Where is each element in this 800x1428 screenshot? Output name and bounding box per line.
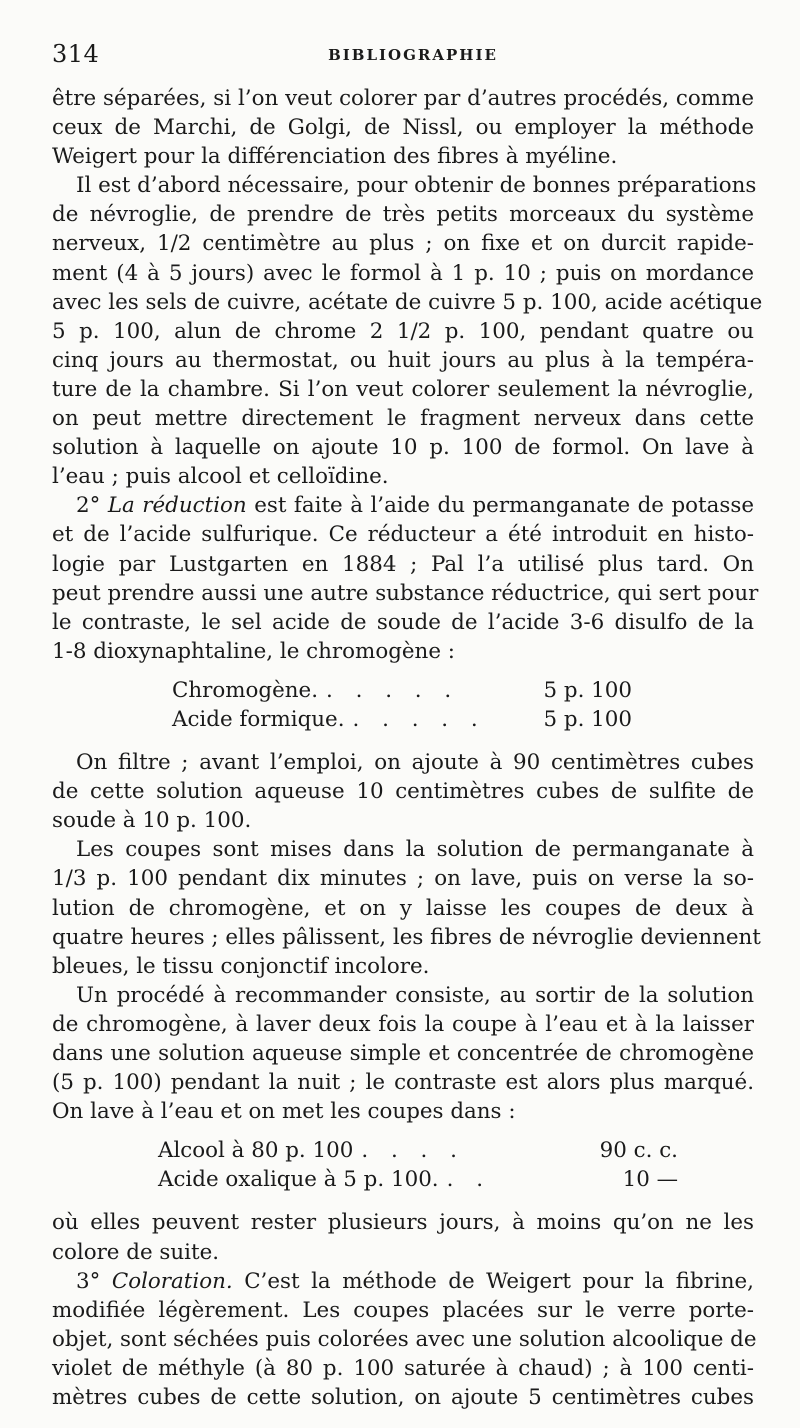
text-line: peut prendre aussi une autre substance réductrice, qui sert pour [52, 580, 759, 606]
text-line: où elles peuvent rester plusieurs jours, à moins qu’on ne les [52, 1210, 754, 1236]
section-title: La réduction [107, 493, 247, 519]
section-number: 3° [76, 1268, 101, 1294]
recipe-row [172, 676, 632, 705]
leader-dots: . . . . . [326, 677, 460, 703]
section-title: Coloration. [111, 1268, 233, 1294]
text-line: bleues, le tissu conjonctif incolore. [52, 953, 430, 979]
page-number: 314 [52, 40, 100, 68]
leader-dots: . . . . [361, 1138, 465, 1164]
paragraph-reduction [52, 491, 759, 666]
text-line: lution de chromogène, et on y laisse les coupes de deux à [52, 895, 754, 921]
ingredient-name: Acide oxalique à 5 p. 100. [158, 1167, 439, 1193]
text-line: mètres cubes de cette solution, on ajoute 5 centimètres cubes [52, 1385, 754, 1411]
text-line: (5 p. 100) pendant la nuit ; le contraste est alors plus marqué. [52, 1070, 754, 1096]
text-line: objet, sont séchées puis colorées avec une solution alcoolique de [52, 1326, 757, 1352]
ingredient-quantity: 90 c. c. [599, 1138, 678, 1164]
text-line: on peut mettre directement le fragment nerveux dans cette [52, 406, 754, 432]
text-line: être séparées, si l’on veut colorer par d’autres procédés, comme [52, 86, 754, 111]
ingredient-quantity: 5 p. 100 [543, 706, 632, 732]
text-line: colore de suite. [52, 1239, 220, 1265]
text-line: de cette solution aqueuse 10 centimètres cubes de sulfite de [52, 779, 754, 805]
text-line-rest: est faite à l’aide du permanganate de potasse [254, 493, 754, 519]
text-line: solution à laquelle on ajoute 10 p. 100 de formol. On lave à [52, 435, 754, 461]
text-line: On filtre ; avant l’emploi, on ajoute à 90 centimètres cubes [76, 750, 754, 776]
text-line: dans une solution aqueuse simple et concentrée de chromogène [52, 1041, 754, 1066]
ingredient-name: Alcool à 80 p. 100 [158, 1138, 354, 1164]
text-line: ture de la chambre. Si l’on veut colorer seulement la névroglie, [52, 376, 754, 402]
text-line: Weigert pour la différenciation des fibres à myéline. [52, 144, 618, 170]
leader-dots: . . . . . [352, 706, 486, 732]
text-line: soude à 10 p. 100. [52, 808, 252, 834]
text-line: logie par Lustgarten en 1884 ; Pal l’a utilisé plus tard. On [52, 551, 754, 577]
text-line: modifiée légèrement. Les coupes placées sur le verre porte- [52, 1297, 754, 1323]
text-line: nerveux, 1/2 centimètre au plus ; on fixe et on durcit rapide- [52, 231, 754, 257]
text-line: avec les sels de cuivre, acétate de cuivre 5 p. 100, acide acétique [52, 289, 763, 315]
text-line: et de l’acide sulfurique. Ce réducteur a été introduit en histo- [52, 522, 754, 548]
text-line: Il est d’abord nécessaire, pour obtenir de bonnes préparations [76, 173, 757, 199]
text-line: 5 p. 100, alun de chrome 2 1/2 p. 100, pendant quatre ou [52, 318, 754, 344]
paragraph-storage [52, 1208, 754, 1266]
text-line: le contraste, le sel acide de soude de l’acide 3-6 disulfo de la [52, 609, 754, 635]
text-line: de chromogène, à laver deux fois la coupe à l’eau et à la laisser [52, 1011, 754, 1037]
ingredient-name: Chromogène. [172, 677, 318, 703]
text-line: ment (4 à 5 jours) avec le formol à 1 p. 10 ; puis on mordance [52, 260, 754, 286]
text-line: 1/3 p. 100 pendant dix minutes ; on lave, puis on verse la so- [52, 866, 754, 892]
text-line [52, 1267, 754, 1296]
recipe-table [52, 676, 632, 734]
text-line: quatre heures ; elles pâlissent, les fibres de névroglie deviennent [52, 924, 761, 950]
section-number: 2° [76, 493, 101, 519]
recipe-row [172, 705, 632, 734]
text-line: de névroglie, de prendre de très petits morceaux du système [52, 202, 754, 228]
text-line: l’eau ; puis alcool et celloïdine. [52, 464, 389, 490]
text-line: ceux de Marchi, de Golgi, de Nissl, ou employer la méthode [52, 115, 754, 141]
text-line: Les coupes sont mises dans la solution de permanganate à [76, 837, 754, 863]
recipe-row [158, 1136, 678, 1165]
body-text [52, 84, 763, 1412]
paragraph-sections [52, 835, 761, 980]
text-line: violet de méthyle (à 80 p. 100 saturée à chaud) ; à 100 centi- [52, 1355, 754, 1381]
text-line: Un procédé à recommander consiste, au sortir de la solution [76, 982, 754, 1008]
text-line: On lave à l’eau et on met les coupes dans : [52, 1099, 516, 1125]
recipe-table [52, 1136, 678, 1194]
paragraph-fixation [52, 171, 763, 491]
ingredient-quantity: 10 — [622, 1167, 678, 1193]
recipe-row [158, 1165, 678, 1194]
text-line: 1-8 dioxynaphtaline, le chromogène : [52, 638, 455, 664]
text-line [52, 491, 754, 520]
leader-dots: . . [446, 1167, 492, 1193]
ingredient-name: Acide formique. [172, 706, 345, 732]
page-header [52, 38, 754, 74]
paragraph-procedure [52, 981, 754, 1126]
text-line-rest: C’est la méthode de Weigert pour la fibrine, [244, 1268, 754, 1294]
paragraph-intro [52, 84, 754, 171]
running-head: BIBLIOGRAPHIE [328, 46, 498, 64]
ingredient-quantity: 5 p. 100 [543, 677, 632, 703]
paragraph-filter [52, 748, 754, 835]
paragraph-coloration [52, 1267, 757, 1412]
text-line: cinq jours au thermostat, ou huit jours au plus à la tempéra- [52, 347, 754, 373]
